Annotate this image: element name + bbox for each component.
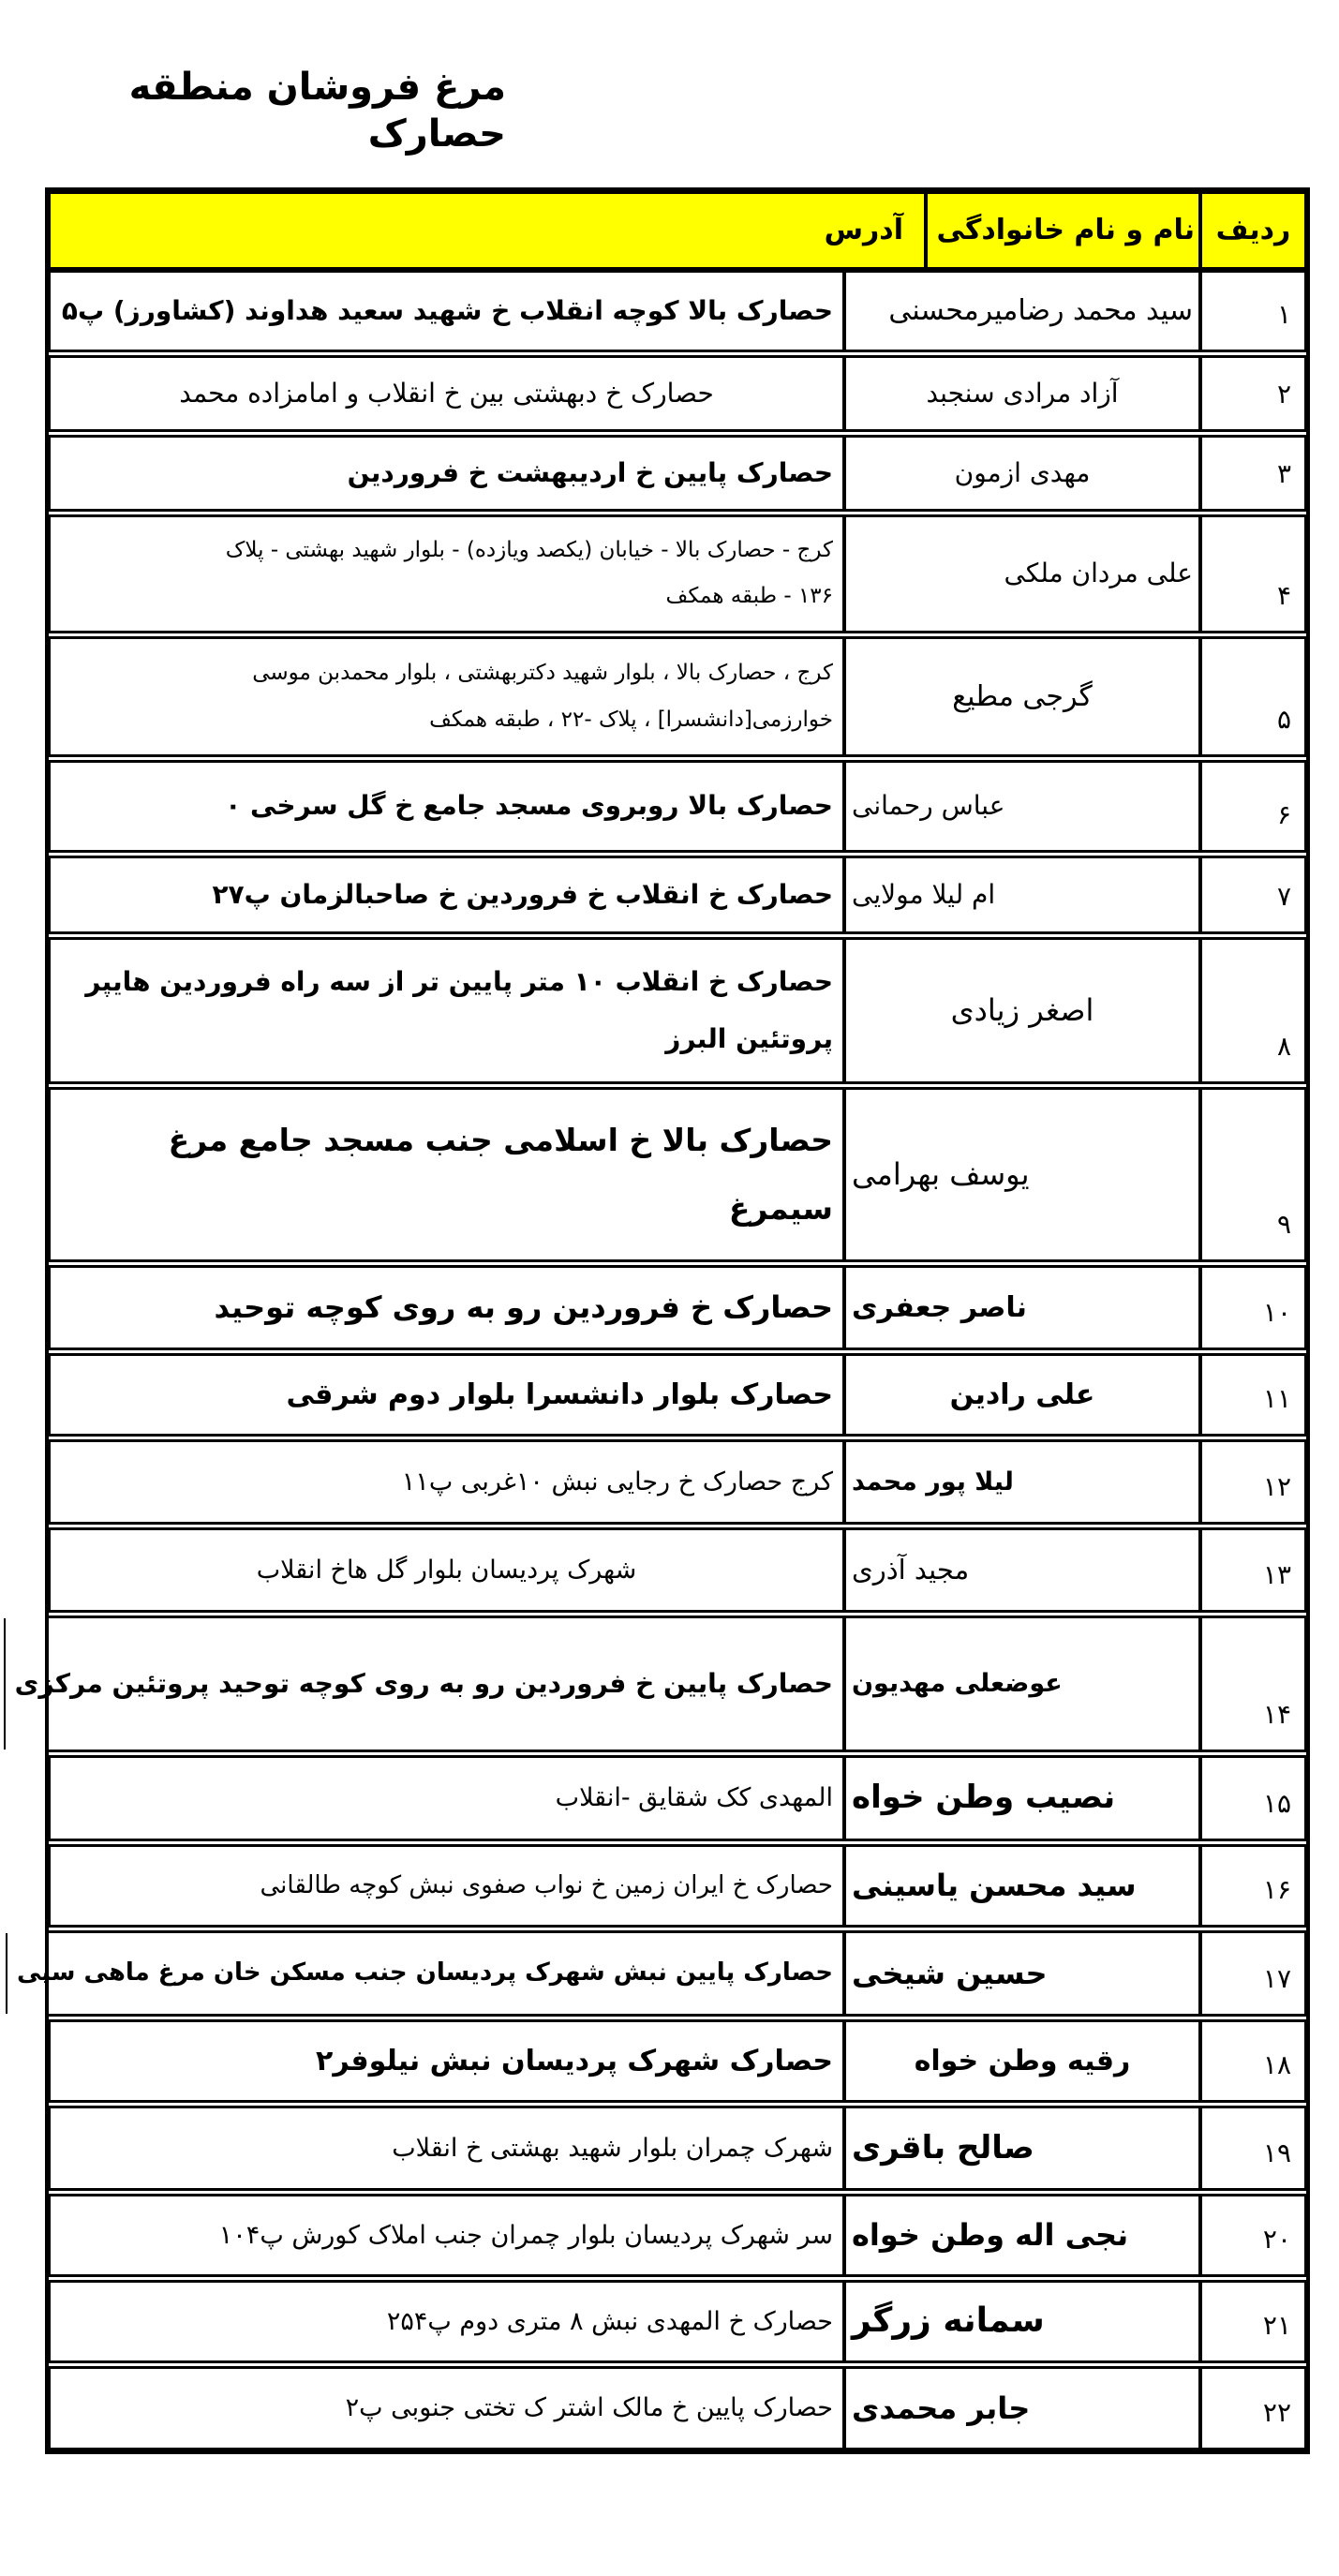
- table-row: [49, 1527, 1306, 1613]
- address-cell: [49, 2369, 844, 2448]
- row-number-cell: ۱۳: [1200, 1530, 1306, 1610]
- header-cell-address: آدرس: [49, 194, 926, 267]
- table-row: [49, 2366, 1306, 2450]
- row-number-cell: ۱۵: [1200, 1758, 1306, 1839]
- seller-name-cell: ناصر جعفری: [844, 1268, 1200, 1348]
- address-line: حصارک خ انقلاب خ فروردین خ صاحبالزمان پ۲۷: [212, 878, 833, 910]
- address-line: کرج حصارک خ رجایی نبش ۱۰غربی پ۱۱: [401, 1467, 833, 1496]
- table-row: [49, 2019, 1306, 2103]
- address-cell: [49, 358, 844, 429]
- row-number-cell: ۶: [1200, 763, 1306, 850]
- address-line: کرج - حصارک بالا - خیابان (یکصد ویازده) - بلوار شهید بهشتی - پلاک: [225, 538, 833, 563]
- row-number-cell: ۹: [1200, 1090, 1306, 1259]
- table-row: [49, 1353, 1306, 1437]
- address-line: ۱۳۶ - طبقه همکف: [665, 584, 833, 609]
- address-cell: [49, 2108, 844, 2188]
- seller-name-cell: سمانه زرگر: [844, 2283, 1200, 2360]
- address-line: حصارک خ المهدی نبش ۸ متری دوم پ۲۵۴: [386, 2306, 833, 2336]
- seller-name-cell: مجید آذری: [844, 1530, 1200, 1610]
- table-row: [49, 636, 1306, 757]
- header-cell-row-number: ردیف: [1200, 194, 1306, 267]
- table-body: [14, 270, 1306, 2450]
- row-number-cell: ۷: [1200, 858, 1306, 931]
- row-number-cell: ۸: [1200, 940, 1306, 1081]
- address-line: سر شهرک پردیسان بلوار چمران جنب املاک کورش پ۱۰۴: [218, 2220, 833, 2250]
- table-row: [49, 937, 1306, 1084]
- seller-name-cell: یوسف بهرامی: [844, 1090, 1200, 1259]
- row-number-cell: ۱۹: [1200, 2108, 1306, 2188]
- page-title: مرغ فروشان منطقه حصارک: [128, 66, 506, 156]
- address-cell: [49, 1268, 844, 1348]
- table-row: [49, 1844, 1306, 1928]
- address-line: حصارک بلوار دانشسرا بلوار دوم شرقی: [286, 1377, 833, 1411]
- seller-name-cell: ام لیلا مولایی: [844, 858, 1200, 931]
- table-row: [14, 1616, 1306, 1752]
- row-number-cell: ۲: [1200, 358, 1306, 429]
- address-cell: [49, 940, 844, 1081]
- seller-name-cell: اصغر زیادی: [844, 940, 1200, 1081]
- table-row: [17, 1930, 1306, 2017]
- address-cell: [49, 2196, 844, 2274]
- address-cell: [49, 639, 844, 754]
- row-number-cell: ۱: [1200, 273, 1306, 350]
- row-number-cell: ۱۴: [1200, 1618, 1306, 1750]
- address-cell: [49, 273, 844, 350]
- seller-name-cell: عوضعلی مهدیون: [844, 1618, 1200, 1750]
- table-row: [49, 355, 1306, 432]
- seller-name-cell: گرجی مطیع: [844, 639, 1200, 754]
- address-line: حصارک بالا خ اسلامی جنب مسجد جامع مرغ: [168, 1121, 833, 1158]
- address-cell: [49, 1090, 844, 1259]
- address-line: سیمرغ: [728, 1190, 833, 1228]
- seller-name-cell: صالح باقری: [844, 2108, 1200, 2188]
- address-line: حصارک بالا کوچه انقلاب خ شهید سعید هداوند (کشاورز) پ۵: [61, 294, 833, 326]
- address-line: حصارک بالا روبروی مسجد جامع خ گل سرخی ۰: [225, 790, 833, 822]
- address-line: شهرک پردیسان بلوار گل هاخ انقلاب: [256, 1555, 637, 1585]
- address-line: حصارک خ فروردین رو به روی کوچه توحید: [214, 1289, 833, 1326]
- seller-name-cell: نجی اله وطن خواه: [844, 2196, 1200, 2274]
- address-line: حصارک خ دبهشتی بین خ انقلاب و امامزاده محمد: [179, 377, 714, 409]
- address-cell: [49, 2022, 844, 2100]
- table-row: [49, 514, 1306, 633]
- seller-name-cell: سید محمد رضامیرمحسنی: [844, 273, 1200, 350]
- seller-name-cell: لیلا پور محمد: [844, 1442, 1200, 1522]
- address-cell: [49, 763, 844, 850]
- address-line: خوارزمی[دانشسرا] ، پلاک -۲۲ ، طبقه همکف: [429, 707, 833, 732]
- address-cell: [49, 1530, 844, 1610]
- address-cell: [49, 1758, 844, 1839]
- address-line: پروتئین البرز: [665, 1022, 833, 1054]
- row-number-cell: ۵: [1200, 639, 1306, 754]
- row-number-cell: ۱۷: [1200, 1933, 1306, 2014]
- seller-name-cell: علی مردان ملکی: [844, 517, 1200, 631]
- row-number-cell: ۴: [1200, 517, 1306, 631]
- seller-name-cell: مهدی ازمون: [844, 438, 1200, 509]
- table-header-row: [49, 191, 1306, 270]
- row-number-cell: ۲۰: [1200, 2196, 1306, 2274]
- address-cell: [49, 1847, 844, 1925]
- address-cell: [49, 1356, 844, 1434]
- seller-name-cell: آزاد مرادی سنجبد: [844, 358, 1200, 429]
- row-number-cell: ۲۲: [1200, 2369, 1306, 2448]
- seller-name-cell: عباس رحمانی: [844, 763, 1200, 850]
- table-row: [49, 856, 1306, 934]
- address-cell: [4, 1618, 844, 1750]
- header-cell-name: نام و نام خانوادگی: [926, 194, 1200, 267]
- row-number-cell: ۱۲: [1200, 1442, 1306, 1522]
- row-number-cell: ۱۰: [1200, 1268, 1306, 1348]
- address-line: حصارک خ ایران زمین خ نواب صفوی نبش کوچه طالقانی: [260, 1870, 833, 1899]
- address-line: حصارک خ انقلاب ۱۰ متر پایین تر از سه راه فروردین هایپر: [85, 965, 833, 997]
- table-row: [49, 1087, 1306, 1262]
- row-number-cell: ۱۶: [1200, 1847, 1306, 1925]
- seller-name-cell: حسین شیخی: [844, 1933, 1200, 2014]
- row-number-cell: ۲۱: [1200, 2283, 1306, 2360]
- seller-name-cell: علی رادین: [844, 1356, 1200, 1434]
- sellers-table: [14, 187, 1310, 2454]
- table-row: [49, 2106, 1306, 2191]
- address-line: شهرک چمران بلوار شهید بهشتی خ انقلاب: [392, 2133, 833, 2163]
- table-row: [49, 2194, 1306, 2277]
- address-cell: [49, 858, 844, 931]
- address-cell: [49, 1442, 844, 1522]
- address-line: حصارک شهرک پردیسان نبش نیلوفر۲: [316, 2044, 833, 2077]
- address-cell: [6, 1933, 844, 2014]
- address-line: حصارک پایین نبش شهرک پردیسان جنب مسکن خان مرغ ماهی سپی: [17, 1958, 833, 1988]
- address-line: حصارک پایین خ مالک اشتر ک تختی جنوبی پ۲: [345, 2393, 833, 2423]
- seller-name-cell: سید محسن یاسینی: [844, 1847, 1200, 1925]
- table-row: [49, 270, 1306, 352]
- address-cell: [49, 2283, 844, 2360]
- table-row: [49, 435, 1306, 512]
- row-number-cell: ۳: [1200, 438, 1306, 509]
- table-row: [49, 760, 1306, 853]
- seller-name-cell: رقیه وطن خواه: [844, 2022, 1200, 2100]
- table-row: [49, 1755, 1306, 1841]
- row-number-cell: ۱۸: [1200, 2022, 1306, 2100]
- row-number-cell: ۱۱: [1200, 1356, 1306, 1434]
- address-line: کرج ، حصارک بالا ، بلوار شهید دکتربهشتی ، بلوار محمدبن موسی: [252, 661, 833, 686]
- seller-name-cell: نصیب وطن خواه: [844, 1758, 1200, 1839]
- address-cell: [49, 438, 844, 509]
- seller-name-cell: جابر محمدی: [844, 2369, 1200, 2448]
- address-line: حصارک پایین خ فروردین رو به روی کوچه توحید پروتئین مرکزی: [14, 1667, 833, 1699]
- table-row: [49, 1439, 1306, 1525]
- table-row: [49, 2280, 1306, 2363]
- address-cell: [49, 517, 844, 631]
- address-line: المهدی کک شقایق -انقلاب: [555, 1783, 833, 1813]
- address-line: حصارک پایین خ اردیبهشت خ فروردین: [347, 456, 833, 488]
- table-row: [49, 1265, 1306, 1350]
